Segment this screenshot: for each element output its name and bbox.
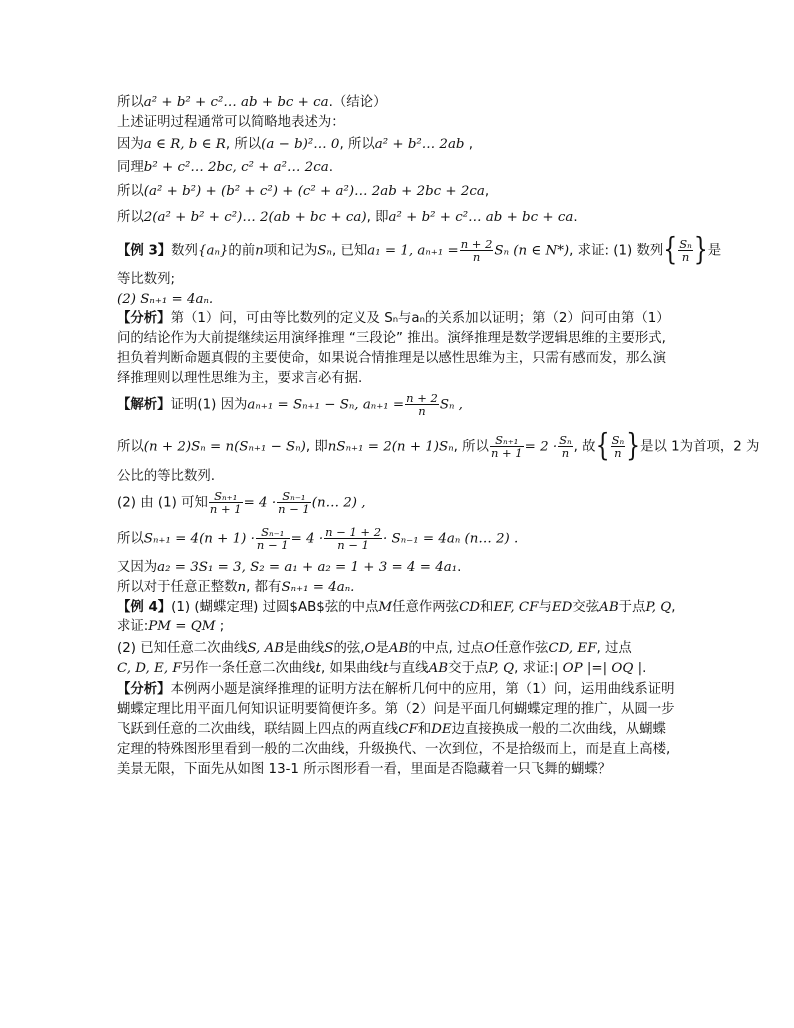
denominator: n <box>678 250 693 263</box>
numerator: Sₙ <box>559 433 572 447</box>
text: (1) (蝴蝶定理) 过圆$AB$弦的中点 <box>171 600 379 615</box>
text: 的前 <box>228 243 256 259</box>
example-4-line3 <box>117 640 632 657</box>
text: 所以 <box>117 95 144 110</box>
math: AB <box>428 661 449 676</box>
math: CF <box>398 722 418 737</box>
denominator: n + 1 <box>490 446 523 460</box>
math: | OP |=| OQ | <box>553 661 643 676</box>
math: b² + c²… 2bc, c² + a²… 2ca <box>143 160 329 175</box>
math: 2(a² + b² + c²)… 2(ab + bc + ca) <box>143 210 367 225</box>
solution-line6 <box>117 559 461 576</box>
text: 和 <box>480 600 494 615</box>
text: 因为 <box>117 137 144 152</box>
math: a₁ = 1, aₙ₊₁ = <box>367 243 459 259</box>
math: EF, CF <box>493 600 539 615</box>
text: 交于点 <box>448 661 489 676</box>
text: , <box>464 137 474 152</box>
math: CD <box>459 600 481 615</box>
fraction <box>611 434 626 459</box>
fraction <box>277 490 311 515</box>
text: 所以对于任意正整数 <box>117 580 238 595</box>
text: (2) 由 (1) 可知 <box>117 495 208 511</box>
numerator: Sₙ <box>611 433 625 447</box>
analysis-line1 <box>117 310 670 327</box>
math: t <box>315 661 321 676</box>
math: (a² + b²) + (b² + c²) + (c² + a²)… 2ab + 2bc + 2ca <box>143 184 485 199</box>
line-because <box>117 136 473 153</box>
numerator: Sₙ₊₁ <box>214 489 238 503</box>
example-tag: 【例 3】 <box>117 243 172 259</box>
math: aₙ₊₁ = Sₙ₊₁ − Sₙ, aₙ₊₁ = <box>247 397 405 413</box>
math: Sₙ <box>317 243 332 259</box>
text: , 过点 <box>596 641 632 656</box>
text: , 如果曲线 <box>320 661 384 676</box>
analysis-line4: 绎推理则以理性思维为主，要求言必有据. <box>117 371 363 386</box>
numerator: n + 2 <box>406 391 438 405</box>
solution-line1 <box>117 392 463 417</box>
math: a ∈ R, b ∈ R <box>143 137 226 152</box>
fraction <box>558 434 573 459</box>
solution-line4 <box>117 490 366 515</box>
fraction <box>209 490 243 515</box>
example-4-line1 <box>117 599 676 616</box>
text: , 已知 <box>331 243 368 259</box>
denominator: n − 1 <box>256 538 289 552</box>
fraction <box>324 526 382 551</box>
text: , 所以 <box>453 439 489 455</box>
denominator: n <box>558 446 573 459</box>
line-conclusion <box>117 94 386 111</box>
math: Sₙ , <box>439 397 463 413</box>
denominator: n − 1 <box>278 502 310 516</box>
numerator: n − 1 + 2 <box>325 525 382 539</box>
fraction <box>678 238 693 263</box>
text: 又因为 <box>117 560 158 575</box>
text: 飞跃到任意的二次曲线，联结圆上四点的两直线 <box>117 722 399 737</box>
text: 于点 <box>618 600 646 615</box>
math: O <box>364 641 376 656</box>
solution-line2 <box>117 429 760 464</box>
math: CD, EF <box>548 641 597 656</box>
math: Sₙ₊₁ = 4(n + 1) · <box>143 531 255 547</box>
analysis-line2: 问的结论作为大前提继续运用演绎推理 “三段论” 推出。演绎推理是数学逻辑思维的主要形式, <box>117 331 666 346</box>
analysis-4-line5: 美景无限，下面先从如图 13-1 所示图形看一看，里面是否隐藏着一只飞舞的蝴蝶？ <box>117 762 612 777</box>
text: , 求证: <box>514 661 554 676</box>
text: 所以 <box>117 184 144 199</box>
text: 与直线 <box>388 661 429 676</box>
fraction <box>405 392 439 417</box>
math: a² + b² + c²… ab + bc + ca <box>143 95 329 110</box>
text: 边直接换成一般的二次曲线，从蝴蝶 <box>451 722 666 737</box>
example-3-line3: (2) Sₙ₊₁ = 4aₙ. <box>117 292 214 307</box>
line-summary: 上述证明过程通常可以简略地表述为： <box>117 115 345 130</box>
numerator: Sₙ <box>679 237 692 251</box>
example-3-line2: 等比数列; <box>117 272 176 287</box>
numerator: Sₙ₋₁ <box>261 525 285 539</box>
text: , 求证: (1) 数列 <box>569 243 664 259</box>
text: 是 <box>707 243 722 259</box>
example-tag: 【例 4】 <box>117 600 172 615</box>
text: ; <box>215 619 225 634</box>
solution-line5 <box>117 526 518 551</box>
math: S, AB <box>247 641 285 656</box>
text: , 即 <box>366 210 389 225</box>
text: . <box>457 560 462 575</box>
fraction <box>256 526 290 551</box>
text: 数列 <box>171 243 198 259</box>
text: .（结论） <box>328 95 387 110</box>
analysis-4-line4: 定理的特殊图形里看到一般的二次曲线，升级换代、一次到位，不是拾级而上，而是直上高楼, <box>117 742 671 757</box>
text: 的中点, 过点 <box>408 641 484 656</box>
text: 和 <box>417 722 432 737</box>
line-therefore <box>117 209 578 226</box>
text: 的弦, <box>333 641 365 656</box>
denominator: n <box>611 446 626 459</box>
text: 是 <box>375 641 389 656</box>
math: M <box>378 600 393 615</box>
math: nSₙ₊₁ = 2(n + 1)Sₙ <box>327 439 454 455</box>
text: , 即 <box>305 439 328 455</box>
math: C, D, E, F <box>117 661 182 676</box>
denominator: n <box>405 404 439 417</box>
math: AB <box>599 600 619 615</box>
right-brace: } <box>626 429 641 464</box>
analysis-4-line1 <box>117 681 675 698</box>
math: S <box>324 641 334 656</box>
text: , <box>671 600 676 615</box>
analysis-tag: 【分析】 <box>117 682 171 697</box>
solution-line7 <box>117 579 354 596</box>
text: (2) 已知任意二次曲线 <box>117 641 248 656</box>
fraction <box>460 238 494 263</box>
text: , 故 <box>573 439 596 455</box>
math: (a − b)²… 0 <box>261 137 340 152</box>
math: Sₙ₊₁ = 4aₙ. <box>281 580 355 595</box>
left-brace: { <box>595 429 610 464</box>
math: n <box>237 580 247 595</box>
text: 所以 <box>117 531 144 547</box>
example-3-line1 <box>117 233 722 268</box>
text: 证明(1) 因为 <box>170 397 248 413</box>
numerator: Sₙ₊₁ <box>495 433 519 447</box>
math: = 4 · <box>290 531 324 547</box>
denominator: n − 1 <box>324 538 382 551</box>
text: , 所以 <box>225 137 262 152</box>
fraction <box>490 434 524 459</box>
analysis-line3: 担负着判断命题真假的主要使命，如果说合情推理是以感性思维为主，只需有感而发，那么演 <box>117 351 667 366</box>
text: . <box>328 160 333 175</box>
math: (n… 2) , <box>311 495 366 511</box>
math: {aₙ} <box>197 243 229 259</box>
numerator: n + 2 <box>460 237 493 251</box>
analysis-tag: 【分析】 <box>117 311 171 326</box>
math: = 2 · <box>524 439 558 455</box>
text: 所以 <box>117 210 144 225</box>
text: 同理 <box>117 160 144 175</box>
text: 第（1）问，可由等比数列的定义及 Sₙ与aₙ的关系加以证明；第（2）问可由第（1） <box>170 311 670 326</box>
text: 是曲线 <box>284 641 325 656</box>
text: 本例两小题是演绎推理的证明方法在解析几何中的应用，第（1）问，运用曲线系证明 <box>170 682 675 697</box>
math: P, Q <box>645 600 672 615</box>
math: Sₙ (n ∈ N*) <box>494 243 570 259</box>
text: 项和记为 <box>263 243 318 259</box>
example-4-line2 <box>117 618 224 635</box>
solution-tag: 【解析】 <box>117 397 171 413</box>
line-sum <box>117 183 489 200</box>
text: 交弦 <box>572 600 600 615</box>
text: 任意作弦 <box>494 641 549 656</box>
math: = 4 · <box>243 495 277 511</box>
math: a² + b²… 2ab <box>374 137 465 152</box>
math: a₂ = 3S₁ = 3, S₂ = a₁ + a₂ = 1 + 3 = 4 = 4a₁ <box>157 560 458 575</box>
denominator: n + 1 <box>209 502 242 516</box>
text: . <box>573 210 578 225</box>
left-brace: { <box>663 233 678 268</box>
math: n <box>255 243 264 259</box>
math: t <box>383 661 389 676</box>
denominator: n <box>460 250 494 263</box>
text: , 所以 <box>339 137 375 152</box>
text: 所以 <box>117 439 144 455</box>
right-brace: } <box>693 233 708 268</box>
text: 任意作两弦 <box>392 600 460 615</box>
text: . <box>642 661 647 676</box>
math: PM = QM <box>148 619 216 634</box>
analysis-4-line2: 蝴蝶定理比用平面几何知识证明要简便许多。第（2）问是平面几何蝴蝶定理的推广，从圆一步 <box>117 702 675 717</box>
example-4-line4 <box>117 660 646 677</box>
text: 与 <box>538 600 552 615</box>
text: 求证: <box>117 619 149 634</box>
analysis-4-line3 <box>117 721 666 738</box>
text: , <box>484 184 490 199</box>
solution-line3: 公比的等比数列. <box>117 469 215 484</box>
math: ED <box>551 600 573 615</box>
math: AB <box>388 641 409 656</box>
line-similarly <box>117 159 333 176</box>
text: , 都有 <box>246 580 282 595</box>
text: 另作一条任意二次曲线 <box>181 661 316 676</box>
math: P, Q <box>488 661 515 676</box>
math: O <box>483 641 495 656</box>
text: 是以 1为首项，2 为 <box>640 439 760 455</box>
math: DE <box>431 722 452 737</box>
math: · Sₙ₋₁ = 4aₙ (n… 2) . <box>383 531 519 547</box>
numerator: Sₙ₋₁ <box>282 489 306 503</box>
math: (n + 2)Sₙ = n(Sₙ₊₁ − Sₙ) <box>143 439 306 455</box>
math: a² + b² + c²… ab + bc + ca <box>388 210 574 225</box>
